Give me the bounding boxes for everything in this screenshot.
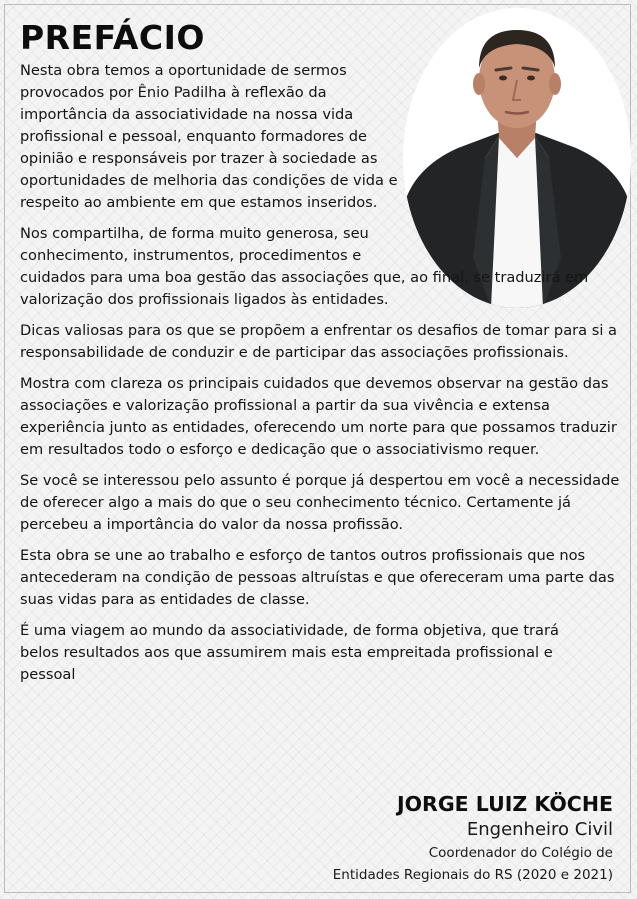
author-position-line-1: Coordenador do Colégio de <box>428 845 613 861</box>
paragraph-6: Esta obra se une ao trabalho e esforço de tantos outros profissionais que nos antecederam na condição de pessoas altruístas e que ofereceram uma parte das suas vidas para as entidades de classe. <box>20 547 615 608</box>
paragraph-7: É uma viagem ao mundo da associatividade, de forma objetiva, que trará belos resultados aos que assumirem mais esta empreitada profissional e pessoal <box>20 622 559 683</box>
paragraph-4: Mostra com clareza os principais cuidados que devemos observar na gestão das associações e valorização profissional a partir da sua vivência e extensa experiência junto as entidades, oferecendo um norte para que possamos traduzir em resultados todo o esforço e dedicação que o associativismo requer. <box>20 375 617 458</box>
paragraph-1: Nesta obra temos a oportunidade de sermos provocados por Ênio Padilha à reflexão da importância da associatividade na nossa vida profissional e pessoal, enquanto formadores de opinião e responsáveis por trazer à sociedade as oportunidades de melhoria das condições de vida e respeito ao ambiente em que estamos inseridos. <box>20 62 398 211</box>
author-position-line-2: Entidades Regionais do RS (2020 e 2021) <box>332 867 613 883</box>
author-name: JORGE LUIZ KÖCHE <box>396 792 613 816</box>
paragraph-5: Se você se interessou pelo assunto é porque já despertou em você a necessidade de oferecer algo a mais do que o seu conhecimento técnico. Certamente já percebeu a importância do valor da nossa profissão. <box>20 472 620 533</box>
page-title: PREFÁCIO <box>20 18 205 57</box>
author-role: Engenheiro Civil <box>466 819 613 840</box>
preface-body <box>20 60 620 695</box>
paragraph-3: Dicas valiosas para os que se propõem a enfrentar os desafios de tomar para si a responsabilidade de conduzir e de participar das associações profissionais. <box>20 322 617 361</box>
signature-block <box>333 790 613 886</box>
paragraph-2-start: Nos compartilha, de forma muito generosa, seu conhecimento, instrumentos, procedimentos e <box>20 225 369 264</box>
paragraph-2-end: cuidados para uma boa gestão das associações que, ao final, se traduzirá em valorização dos profissionais ligados às entidades. <box>20 269 589 308</box>
